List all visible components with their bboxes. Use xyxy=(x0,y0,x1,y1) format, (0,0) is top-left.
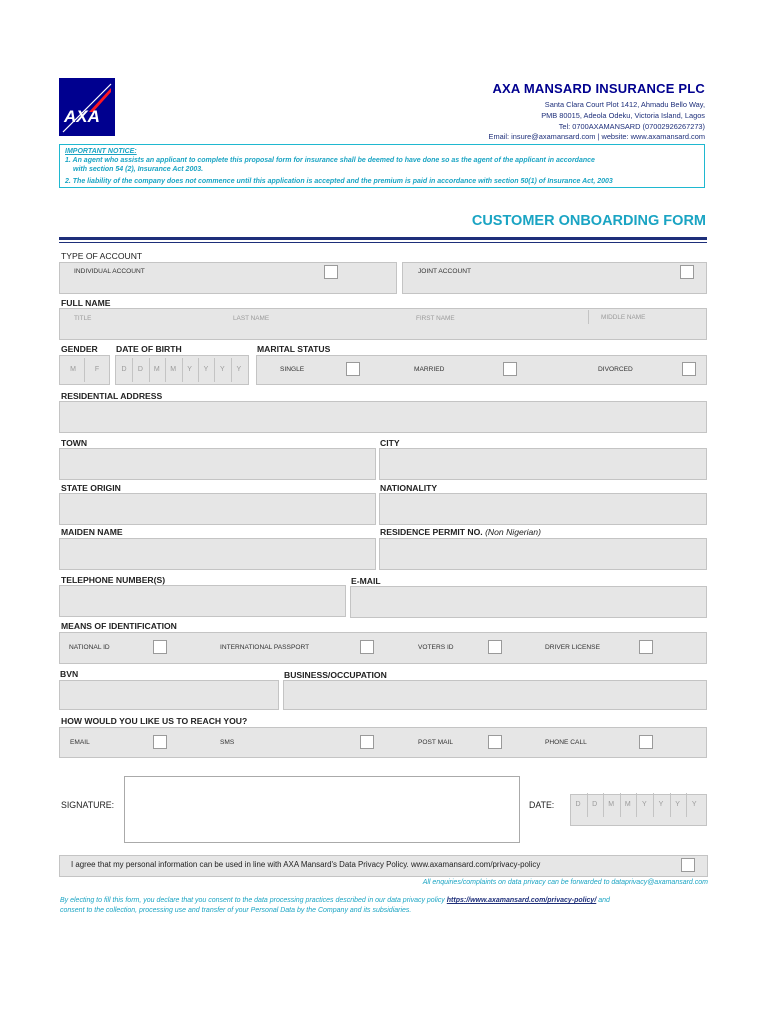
bvn-field[interactable] xyxy=(59,680,279,710)
reach-phone-checkbox[interactable] xyxy=(639,735,653,749)
dob-cell-divider xyxy=(231,358,232,382)
declaration xyxy=(60,896,720,916)
gender-divider xyxy=(84,358,85,382)
middle-name-placeholder: MIDDLE NAME xyxy=(601,314,646,321)
date-cell: D xyxy=(592,801,598,808)
reach-sms-label: SMS xyxy=(220,739,235,746)
maiden-name-field[interactable] xyxy=(59,538,376,570)
voters-id-label: VOTERS ID xyxy=(418,644,454,651)
company-name: AXA MANSARD INSURANCE PLC xyxy=(492,81,705,96)
date-label: DATE: xyxy=(529,800,555,810)
phone-line: Tel: 0700AXAMANSARD (07002926267273) xyxy=(558,122,705,131)
dob-cell: Y xyxy=(236,366,242,373)
date-cell-divider xyxy=(620,793,621,817)
single-checkbox[interactable] xyxy=(346,362,360,376)
date-cell: M xyxy=(624,801,631,808)
reach-sms-checkbox[interactable] xyxy=(360,735,374,749)
declaration-text-2: and xyxy=(596,897,610,904)
declaration-text-1: By electing to fill this form, you declare that you consent to the data processing practices described in our data privacy policy xyxy=(60,897,447,904)
date-cell: Y xyxy=(675,801,680,808)
reach-phone-label: PHONE CALL xyxy=(545,739,587,746)
joint-account-label: JOINT ACCOUNT xyxy=(418,268,471,275)
dob-cell-divider xyxy=(165,358,166,382)
notice-title: IMPORTANT NOTICE: xyxy=(65,148,137,155)
date-cell: Y xyxy=(658,801,664,808)
dob-cell: M xyxy=(170,366,177,373)
state-origin-label: STATE ORIGIN xyxy=(61,483,121,493)
first-name-placeholder: FIRST NAME xyxy=(416,315,455,322)
reach-post-checkbox[interactable] xyxy=(488,735,502,749)
individual-account-field xyxy=(59,262,397,294)
identification-label: MEANS OF IDENTIFICATION xyxy=(61,621,177,631)
individual-account-checkbox[interactable] xyxy=(324,265,338,279)
bvn-label: BVN xyxy=(60,669,79,679)
enquiries-text: All enquiries/complaints on data privacy can be forwarded to dataprivacy@axamansard.com xyxy=(422,879,708,886)
date-cell-divider xyxy=(603,793,604,817)
name-divider xyxy=(588,310,589,324)
dob-cell: M xyxy=(153,366,160,373)
dob-cell-divider xyxy=(149,358,150,382)
passport-checkbox[interactable] xyxy=(360,640,374,654)
date-cell: Y xyxy=(691,801,697,808)
town-label: TOWN xyxy=(61,438,88,448)
dob-cell-divider xyxy=(182,358,183,382)
city-field[interactable] xyxy=(379,448,707,480)
residential-address-label: RESIDENTIAL ADDRESS xyxy=(61,391,163,401)
title-rule xyxy=(59,237,707,240)
voters-id-checkbox[interactable] xyxy=(488,640,502,654)
dob-cell-divider xyxy=(132,358,133,382)
privacy-agreement-checkbox[interactable] xyxy=(681,858,695,872)
state-origin-field[interactable] xyxy=(59,493,376,525)
email-field[interactable] xyxy=(350,586,707,618)
account-type-label: TYPE OF ACCOUNT xyxy=(61,251,143,261)
signature-box[interactable] xyxy=(124,776,520,843)
single-label: SINGLE xyxy=(280,366,305,373)
reach-email-label: EMAIL xyxy=(70,739,90,746)
town-field[interactable] xyxy=(59,448,376,480)
married-label: MARRIED xyxy=(414,366,445,373)
notice-item-1-cont: with section 54 (2), Insurance Act 2003. xyxy=(73,166,204,173)
reach-email-checkbox[interactable] xyxy=(153,735,167,749)
national-id-label: NATIONAL ID xyxy=(69,644,110,651)
business-label: BUSINESS/OCCUPATION xyxy=(284,670,387,680)
reach-post-label: POST MAIL xyxy=(418,739,454,746)
married-checkbox[interactable] xyxy=(503,362,517,376)
email-website-line: Email: insure@axamansard.com | website: www.axamansard.com xyxy=(488,132,705,141)
joint-account-checkbox[interactable] xyxy=(680,265,694,279)
dob-cell: D xyxy=(121,366,127,373)
business-field[interactable] xyxy=(283,680,707,710)
date-cell-divider xyxy=(670,793,671,817)
date-cell-divider xyxy=(653,793,654,817)
reach-label: HOW WOULD YOU LIKE US TO REACH YOU? xyxy=(61,716,248,726)
driver-license-checkbox[interactable] xyxy=(639,640,653,654)
form-title: CUSTOMER ONBOARDING FORM xyxy=(471,213,706,229)
residence-permit-text: RESIDENCE PERMIT NO. xyxy=(380,527,483,537)
address-line-2: PMB 80015, Adeola Odeku, Victoria Island, Lagos xyxy=(541,111,705,120)
marital-status-label: MARITAL STATUS xyxy=(257,344,331,354)
declaration-text-3: consent to the collection, processing use and transfer of your Personal Data by the Company and its subsidiaries. xyxy=(60,907,412,914)
dob-cell: Y xyxy=(203,366,209,373)
nationality-label: NATIONALITY xyxy=(380,483,438,493)
joint-account-field xyxy=(402,262,707,294)
nationality-field[interactable] xyxy=(379,493,707,525)
privacy-agreement-text: I agree that my personal information can be used in line with AXA Mansard's Data Privacy Policy. www.axamansard.com/privacy-policy xyxy=(71,860,541,869)
dob-cell: Y xyxy=(220,366,225,373)
date-cell-divider xyxy=(587,793,588,817)
gender-f: F xyxy=(94,366,100,373)
address-line-1: Santa Clara Court Plot 1412, Ahmadu Bello Way, xyxy=(544,100,705,109)
last-name-placeholder: LAST NAME xyxy=(233,315,270,322)
title-rule-thin xyxy=(59,242,707,243)
residence-permit-note: (Non Nigerian) xyxy=(485,527,541,537)
full-name-field[interactable] xyxy=(59,308,707,340)
privacy-policy-link[interactable]: https://www.axamansard.com/privacy-policy/ xyxy=(446,897,597,904)
dob-cell: Y xyxy=(187,366,192,373)
logo-text: AXA xyxy=(64,107,100,126)
email-label: E-MAIL xyxy=(351,576,381,586)
residence-permit-label xyxy=(380,527,541,537)
dob-label: DATE OF BIRTH xyxy=(116,344,182,354)
residential-address-field[interactable] xyxy=(59,401,707,433)
title-placeholder: TITLE xyxy=(74,315,92,322)
date-cell: Y xyxy=(642,801,647,808)
notice-item-1: 1. An agent who assists an applicant to complete this proposal form for insurance shall be deemed to have done so as the agent of the applicant in accordance xyxy=(65,157,595,164)
axa-logo-icon xyxy=(59,78,115,136)
telephone-label: TELEPHONE NUMBER(S) xyxy=(61,575,166,585)
date-cell: D xyxy=(575,801,581,808)
gender-m: M xyxy=(70,366,76,373)
passport-label: INTERNATIONAL PASSPORT xyxy=(220,644,310,651)
driver-license-label: DRIVER LICENSE xyxy=(545,644,600,651)
date-cell: M xyxy=(608,801,615,808)
divorced-label: DIVORCED xyxy=(598,366,633,373)
residence-permit-field[interactable] xyxy=(379,538,707,570)
national-id-checkbox[interactable] xyxy=(153,640,167,654)
full-name-label: FULL NAME xyxy=(61,298,111,308)
telephone-field[interactable] xyxy=(59,585,346,617)
dob-cell: D xyxy=(137,366,143,373)
notice-item-2: 2. The liability of the company does not commence until this application is accepted and the premium is paid in accordance with section 50(1) of Insurance Act, 2003 xyxy=(65,178,613,185)
dob-cell-divider xyxy=(198,358,199,382)
maiden-name-label: MAIDEN NAME xyxy=(61,527,123,537)
dob-cell-divider xyxy=(214,358,215,382)
date-cell-divider xyxy=(686,793,687,817)
gender-label: GENDER xyxy=(61,344,98,354)
marital-status-field xyxy=(256,355,707,385)
date-cell-divider xyxy=(636,793,637,817)
individual-account-label: INDIVIDUAL ACCOUNT xyxy=(74,268,145,275)
important-notice xyxy=(59,144,705,188)
city-label: CITY xyxy=(380,438,400,448)
signature-label: SIGNATURE: xyxy=(61,800,115,810)
divorced-checkbox[interactable] xyxy=(682,362,696,376)
axa-logo xyxy=(59,78,115,136)
